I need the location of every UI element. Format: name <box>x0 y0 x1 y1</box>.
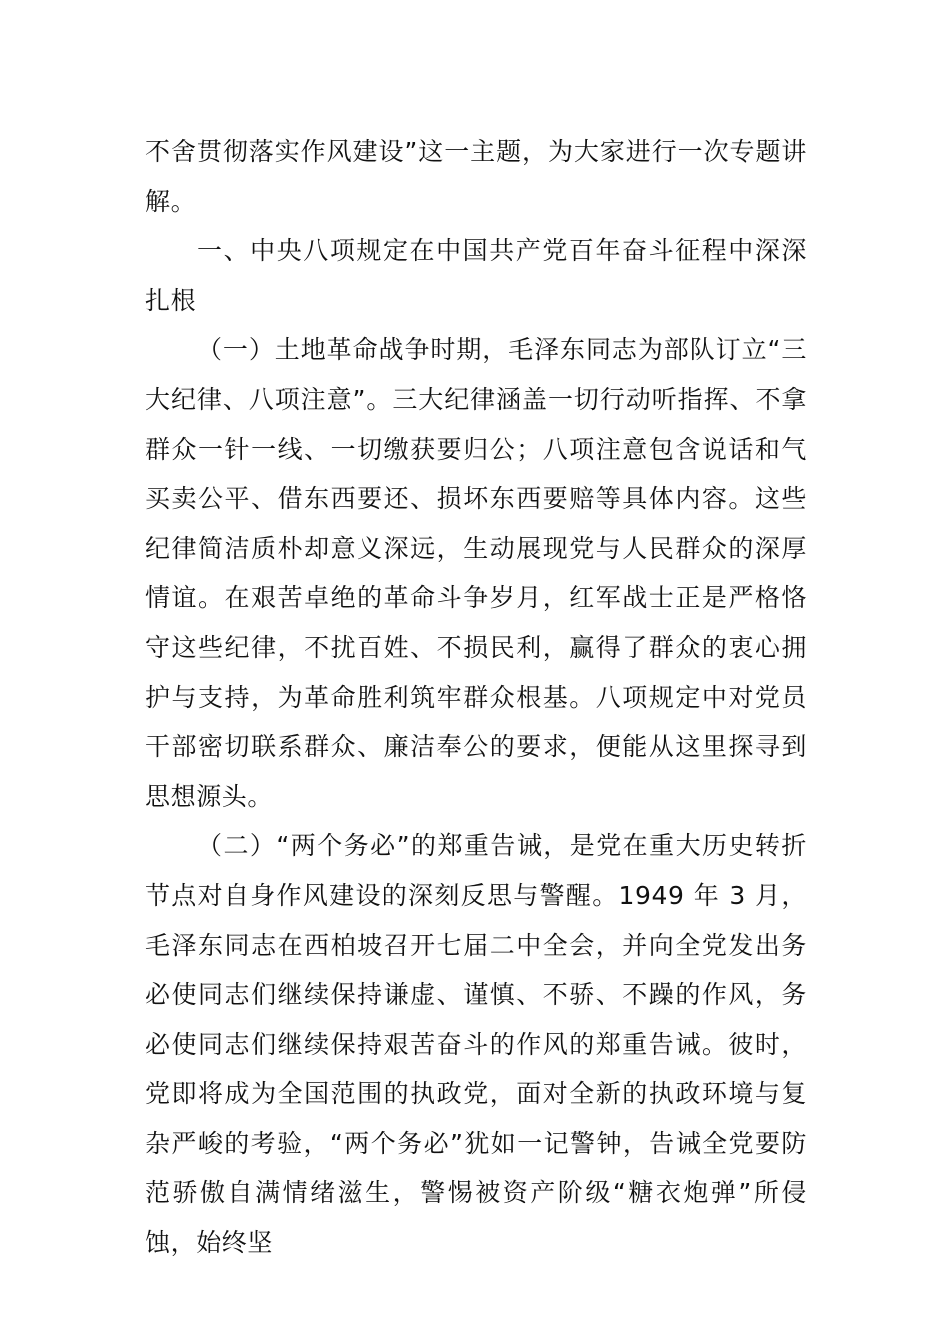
paragraph-section-one: （一）土地革命战争时期，毛泽东同志为部队订立“三大纪律、八项注意”。三大纪律涵盖一切行动听指挥、不拿群众一针一线、一切缴获要归公；八项注意包含说话和气买卖公平、借东西要还、损坏东西要赔等具体内容。这些纪律简洁质朴却意义深远，生动展现党与人民群众的深厚情谊。在艰苦卓绝的革命斗争岁月，红军战士正是严格恪守这些纪律，不扰百姓、不损民利，赢得了群众的衷心拥护与支持，为革命胜利筑牢群众根基。八项规定中对党员干部密切联系群众、廉洁奉公的要求，便能从这里探寻到思想源头。 <box>145 335 807 811</box>
document-body <box>145 127 807 1268</box>
section-heading-one: 一、中央八项规定在中国共产党百年奋斗征程中深深扎根 <box>145 236 807 315</box>
paragraph-section-two: （二）“两个务必”的郑重告诫，是党在重大历史转折节点对自身作风建设的深刻反思与警醒。1949 年 3 月，毛泽东同志在西柏坡召开七届二中全会，并向全党发出务必使同志们继续保持谦虚、谨慎、不骄、不躁的作风，务必使同志们继续保持艰苦奋斗的作风的郑重告诫。彼时，党即将成为全国范围的执政党，面对全新的执政环境与复杂严峻的考验，“两个务必”犹如一记警钟，告诫全党要防范骄傲自满情绪滋生，警惕被资产阶级“糖衣炮弹”所侵蚀，始终坚 <box>145 831 807 1258</box>
paragraph-intro-tail: 不舍贯彻落实作风建设”这一主题，为大家进行一次专题讲解。 <box>145 137 807 216</box>
